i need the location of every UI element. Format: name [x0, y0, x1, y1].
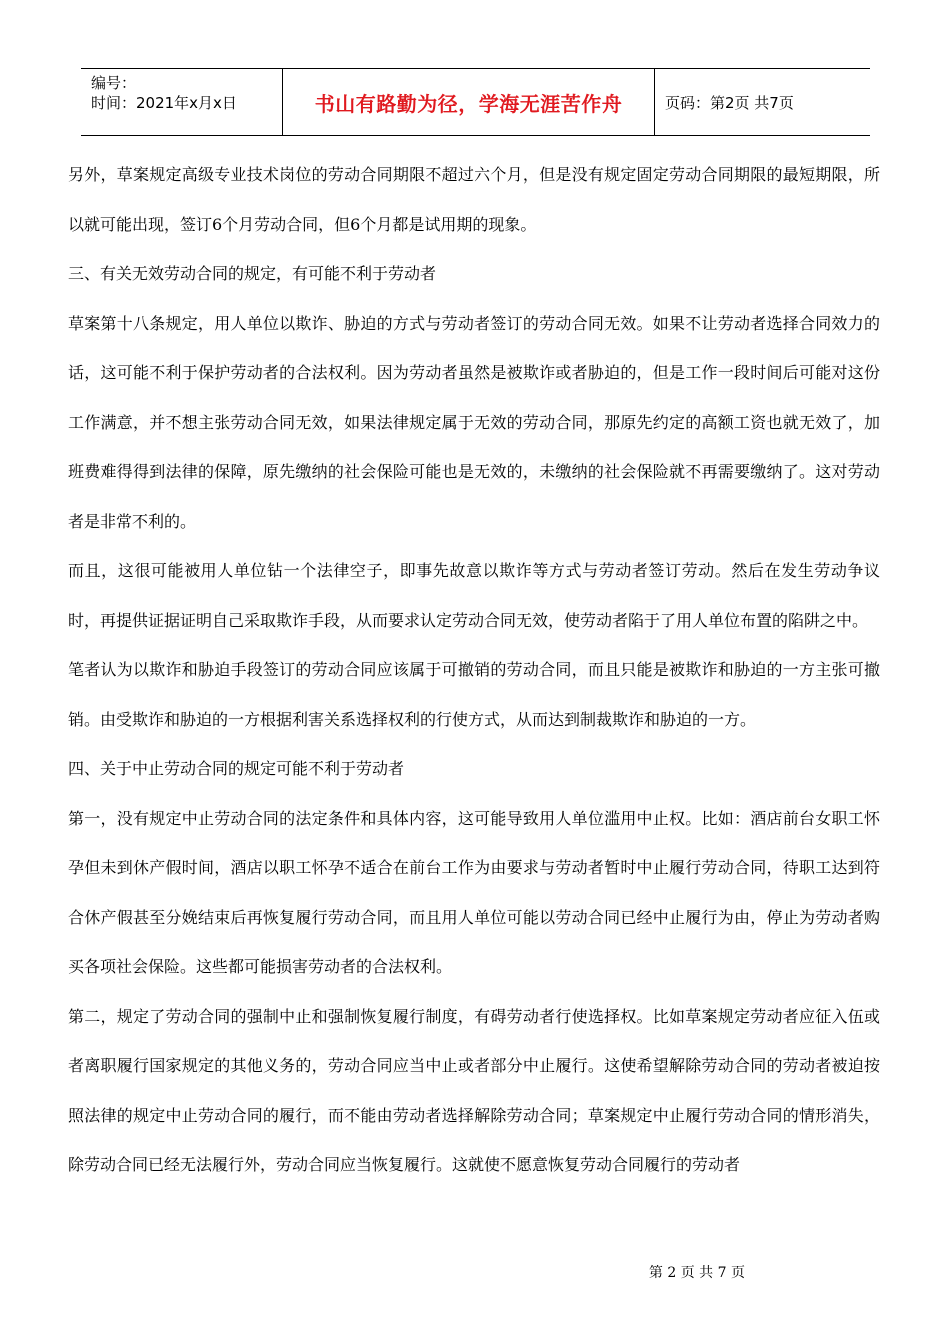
- document-number-label: 编号：: [91, 74, 137, 92]
- section-heading: 三、有关无效劳动合同的规定，有可能不利于劳动者: [68, 264, 437, 283]
- header-motto: 书山有路勤为径，学海无涯苦作舟: [283, 69, 655, 135]
- header-meta-cell: [81, 69, 283, 135]
- section-heading: 四、关于中止劳动合同的规定可能不利于劳动者: [68, 759, 405, 778]
- paragraph: 笔者认为以欺诈和胁迫手段签订的劳动合同应该属于可撤销的劳动合同，而且只能是被欺诈和胁迫的一方主张可撤销。由受欺诈和胁迫的一方根据利害关系选择权利的行使方式，从而达到制裁欺诈和胁迫的一方。: [68, 660, 880, 729]
- document-date-label: 时间：2021年x月x日: [91, 94, 237, 112]
- paragraph: 草案第十八条规定，用人单位以欺诈、胁迫的方式与劳动者签订的劳动合同无效。如果不让劳动者选择合同效力的话，这可能不利于保护劳动者的合法权利。因为劳动者虽然是被欺诈或者胁迫的，但是工作一段时间后可能对这份工作满意，并不想主张劳动合同无效，如果法律规定属于无效的劳动合同，那原先约定的高额工资也就无效了，加班费难得得到法律的保障，原先缴纳的社会保险可能也是无效的，未缴纳的社会保险就不再需要缴纳了。这对劳动者是非常不利的。: [68, 313, 880, 531]
- paragraph: 另外，草案规定高级专业技术岗位的劳动合同期限不超过六个月，但是没有规定固定劳动合同期限的最短期限，所以就可能出现，签订6个月劳动合同，但6个月都是试用期的现象。: [68, 165, 880, 234]
- paragraph: 而且，这很可能被用人单位钻一个法律空子，即事先故意以欺诈等方式与劳动者签订劳动。然后在发生劳动争议时，再提供证据证明自己采取欺诈手段，从而要求认定劳动合同无效，使劳动者陷于了用人单位布置的陷阱之中。: [68, 561, 880, 630]
- document-body: [68, 150, 880, 1190]
- document-header: [81, 68, 870, 136]
- header-page-info: 页码：第2页 共7页: [665, 93, 794, 112]
- paragraph: 第二，规定了劳动合同的强制中止和强制恢复履行制度，有碍劳动者行使选择权。比如草案规定劳动者应征入伍或者离职履行国家规定的其他义务的，劳动合同应当中止或者部分中止履行。这使希望解除劳动合同的劳动者被迫按照法律的规定中止劳动合同的履行，而不能由劳动者选择解除劳动合同；草案规定中止履行劳动合同的情形消失，除劳动合同已经无法履行外，劳动合同应当恢复履行。这就使不愿意恢复劳动合同履行的劳动者: [68, 1006, 880, 1174]
- page-footer: 第 2 页 共 7 页: [648, 1265, 745, 1281]
- paragraph: 第一，没有规定中止劳动合同的法定条件和具体内容，这可能导致用人单位滥用中止权。比如：酒店前台女职工怀孕但未到休产假时间，酒店以职工怀孕不适合在前台工作为由要求与劳动者暂时中止履行劳动合同，待职工达到符合休产假甚至分娩结束后再恢复履行劳动合同，而且用人单位可能以劳动合同已经中止履行为由，停止为劳动者购买各项社会保险。这些都可能损害劳动者的合法权利。: [68, 808, 880, 976]
